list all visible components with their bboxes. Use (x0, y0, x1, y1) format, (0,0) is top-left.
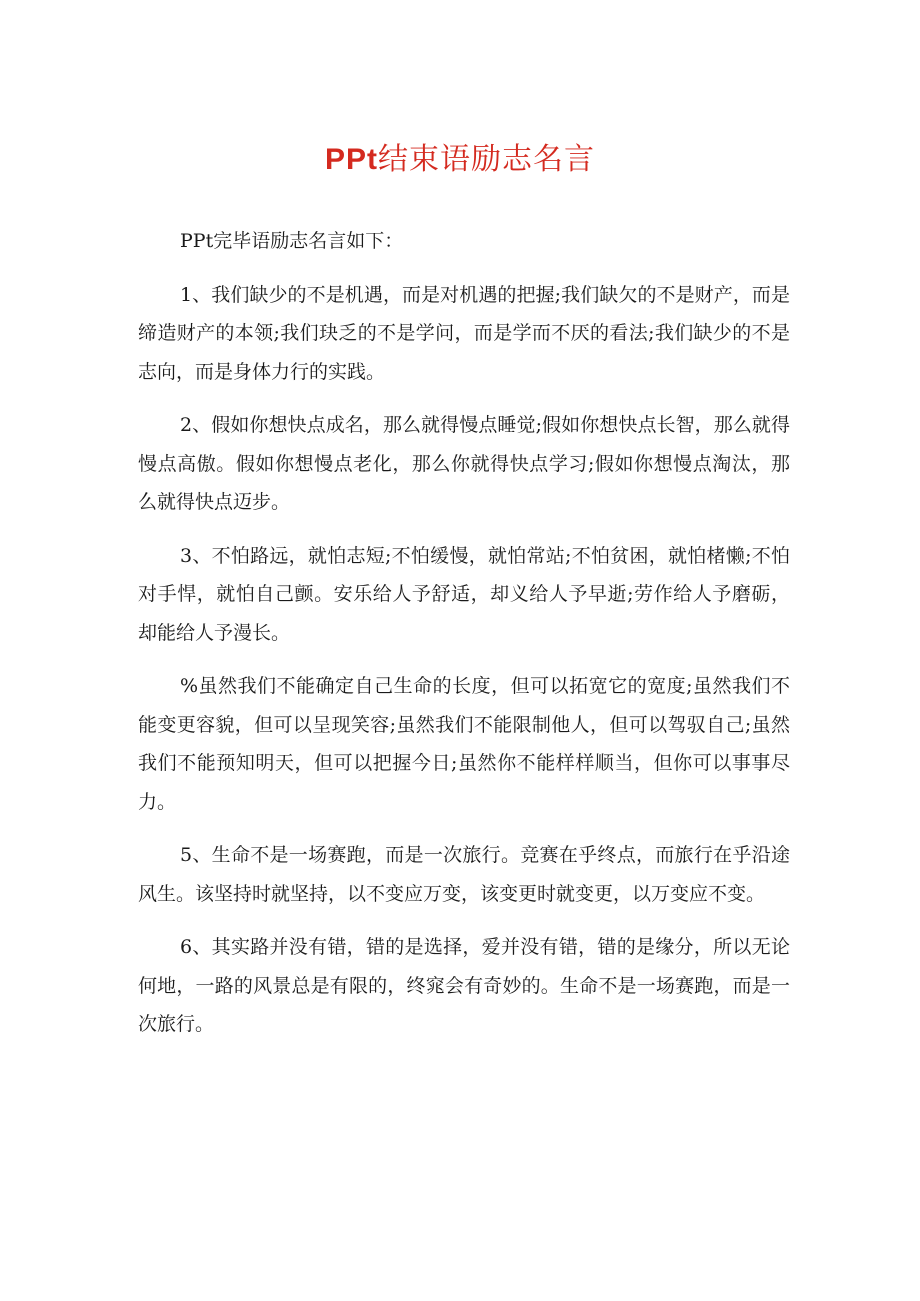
title-cjk-text: 结束语励志名言 (378, 142, 595, 177)
document-body (138, 222, 790, 1059)
document-title (0, 138, 920, 182)
quote-paragraph-6: 6、其实路并没有错，错的是选择，爱并没有错，错的是缘分，所以无论何地，一路的风景总是有限的，终窕会有奇妙的。生命不是一场赛跑，而是一次旅行。 (138, 936, 790, 1035)
title-latin-text: PPt (324, 143, 378, 176)
quote-paragraph-1: 1、我们缺少的不是机遇，而是对机遇的把握;我们缺欠的不是财产，而是缔造财产的本领;我们玦乏的不是学问，而是学而不厌的看法;我们缺少的不是志向，而是身体力行的实践。 (138, 283, 790, 383)
quote-paragraph-4: %虽然我们不能确定自己生命的长度，但可以拓宽它的宽度;虽然我们不能变更容貌，但可以呈现笑容;虽然我们不能限制他人，但可以驾驭自己;虽然我们不能预知明天，但可以把握今日;虽然你不能样样顺当，但你可以事事尽力。 (138, 675, 790, 813)
quote-paragraph-3: 3、不怕路远，就怕志短;不怕缓慢，就怕常站;不怕贫困，就怕楮懒;不怕对手悍，就怕自己颤。安乐给人予舒适，却义给人予早逝;劳作给人予磨砺，却能给人予漫长。 (138, 544, 790, 644)
quote-paragraph-2: 2、假如你想快点成名，那么就得慢点睡觉;假如你想快点长智，那么就得慢点高傲。假如你想慢点老化，那么你就得快点学习;假如你想慢点淘汰，那么就得快点迈步。 (138, 414, 790, 513)
quote-paragraph-5: 5、生命不是一场赛跑，而是一次旅行。竞赛在乎终点，而旅行在乎沿途风生。该坚持时就坚持，以不变应万变，该变更时就变更，以万变应不变。 (138, 844, 790, 905)
intro-paragraph: PPt完毕语励志名言如下： (180, 230, 404, 252)
